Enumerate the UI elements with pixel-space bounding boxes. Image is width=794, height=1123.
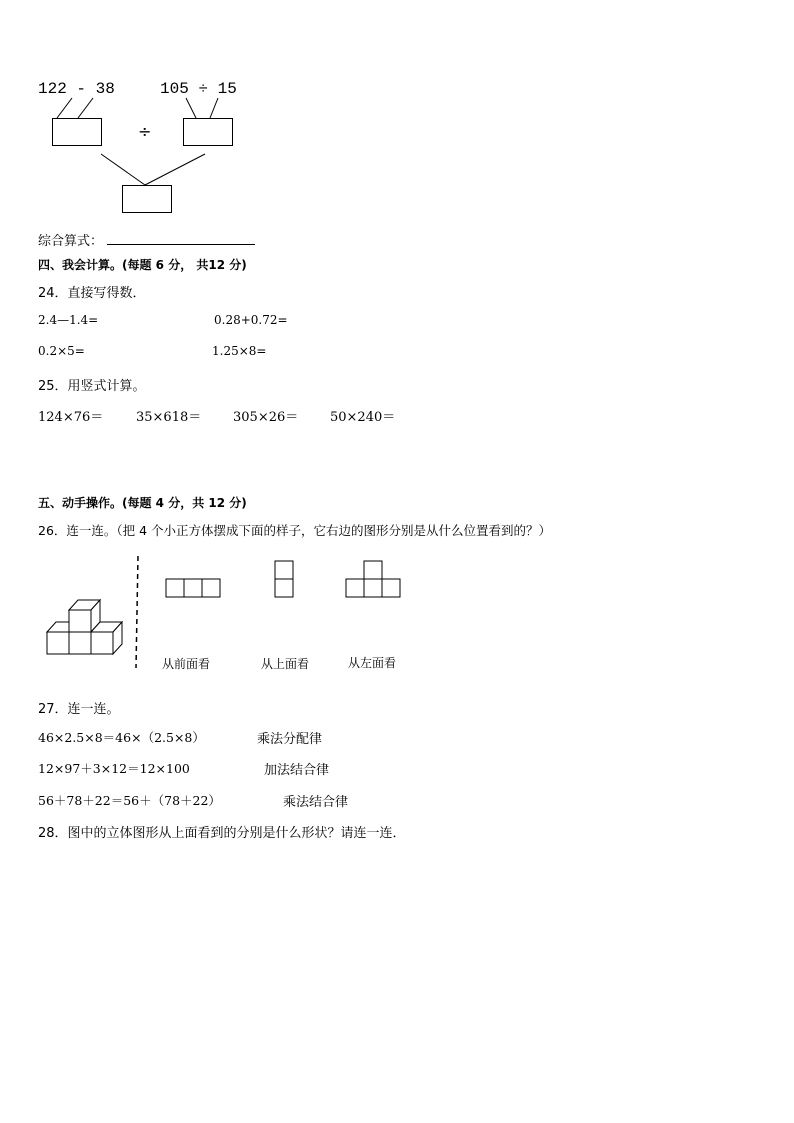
q27-law-3[interactable]: 乘法结合律 xyxy=(283,795,349,810)
q25-item-1: 124×76＝ xyxy=(38,410,104,425)
q27-equation-2: 12×97＋3×12＝12×100 xyxy=(38,761,190,776)
bottom-cube-1-top xyxy=(47,622,69,632)
top-cube-front xyxy=(69,610,91,632)
view-front-drawing xyxy=(166,579,220,597)
q27-equation-3: 56＋78＋22＝56＋（78＋22） xyxy=(38,793,221,808)
section5-heading: 五、动手操作。(每题 4 分，共 12 分) xyxy=(38,496,247,510)
view-label-top: 从上面看 xyxy=(261,657,310,671)
cube-stack-drawing xyxy=(47,600,122,654)
q24-item-4: 1.25×8= xyxy=(212,344,267,358)
q25-item-4: 50×240＝ xyxy=(330,410,396,425)
view-left-drawing xyxy=(346,561,400,597)
bottom-cube-3-front xyxy=(91,632,113,654)
bottom-cube-2-front xyxy=(69,632,91,654)
view-label-front: 从前面看 xyxy=(162,657,211,671)
expression-left: 122 - 38 xyxy=(38,80,115,98)
bottom-cube-1-front xyxy=(47,632,69,654)
division-operator: ÷ xyxy=(138,122,152,141)
q25-item-3: 305×26＝ xyxy=(233,410,299,425)
combined-formula-label: 综合算式： xyxy=(38,234,104,249)
dashed-divider xyxy=(136,556,138,668)
q24-item-1: 2.4—1.4= xyxy=(38,313,99,327)
q26-label: 26．连一连。（把 4 个小正方体摆成下面的样子，它右边的图形分别是从什么位置看到的？） xyxy=(38,523,552,538)
q24-item-3: 0.2×5= xyxy=(38,344,85,358)
q25-label: 25．用竖式计算。 xyxy=(38,379,146,394)
q28-label: 28．图中的立体图形从上面看到的分别是什么形状？请连一连． xyxy=(38,826,406,841)
q24-label: 24．直接写得数． xyxy=(38,286,146,301)
section4-heading: 四、我会计算。(每题 6 分， 共12 分) xyxy=(38,258,247,272)
expression-right: 105 ÷ 15 xyxy=(160,80,237,98)
q25-item-2: 35×618＝ xyxy=(136,410,202,425)
view-label-left: 从左面看 xyxy=(348,656,397,670)
view-top-drawing xyxy=(275,561,293,597)
q24-item-2: 0.28+0.72= xyxy=(214,313,288,327)
q27-law-2[interactable]: 加法结合律 xyxy=(264,763,330,778)
q27-law-1[interactable]: 乘法分配律 xyxy=(257,732,323,747)
q27-label: 27．连一连。 xyxy=(38,702,120,717)
q27-equation-1: 46×2.5×8＝46×（2.5×8） xyxy=(38,730,205,745)
